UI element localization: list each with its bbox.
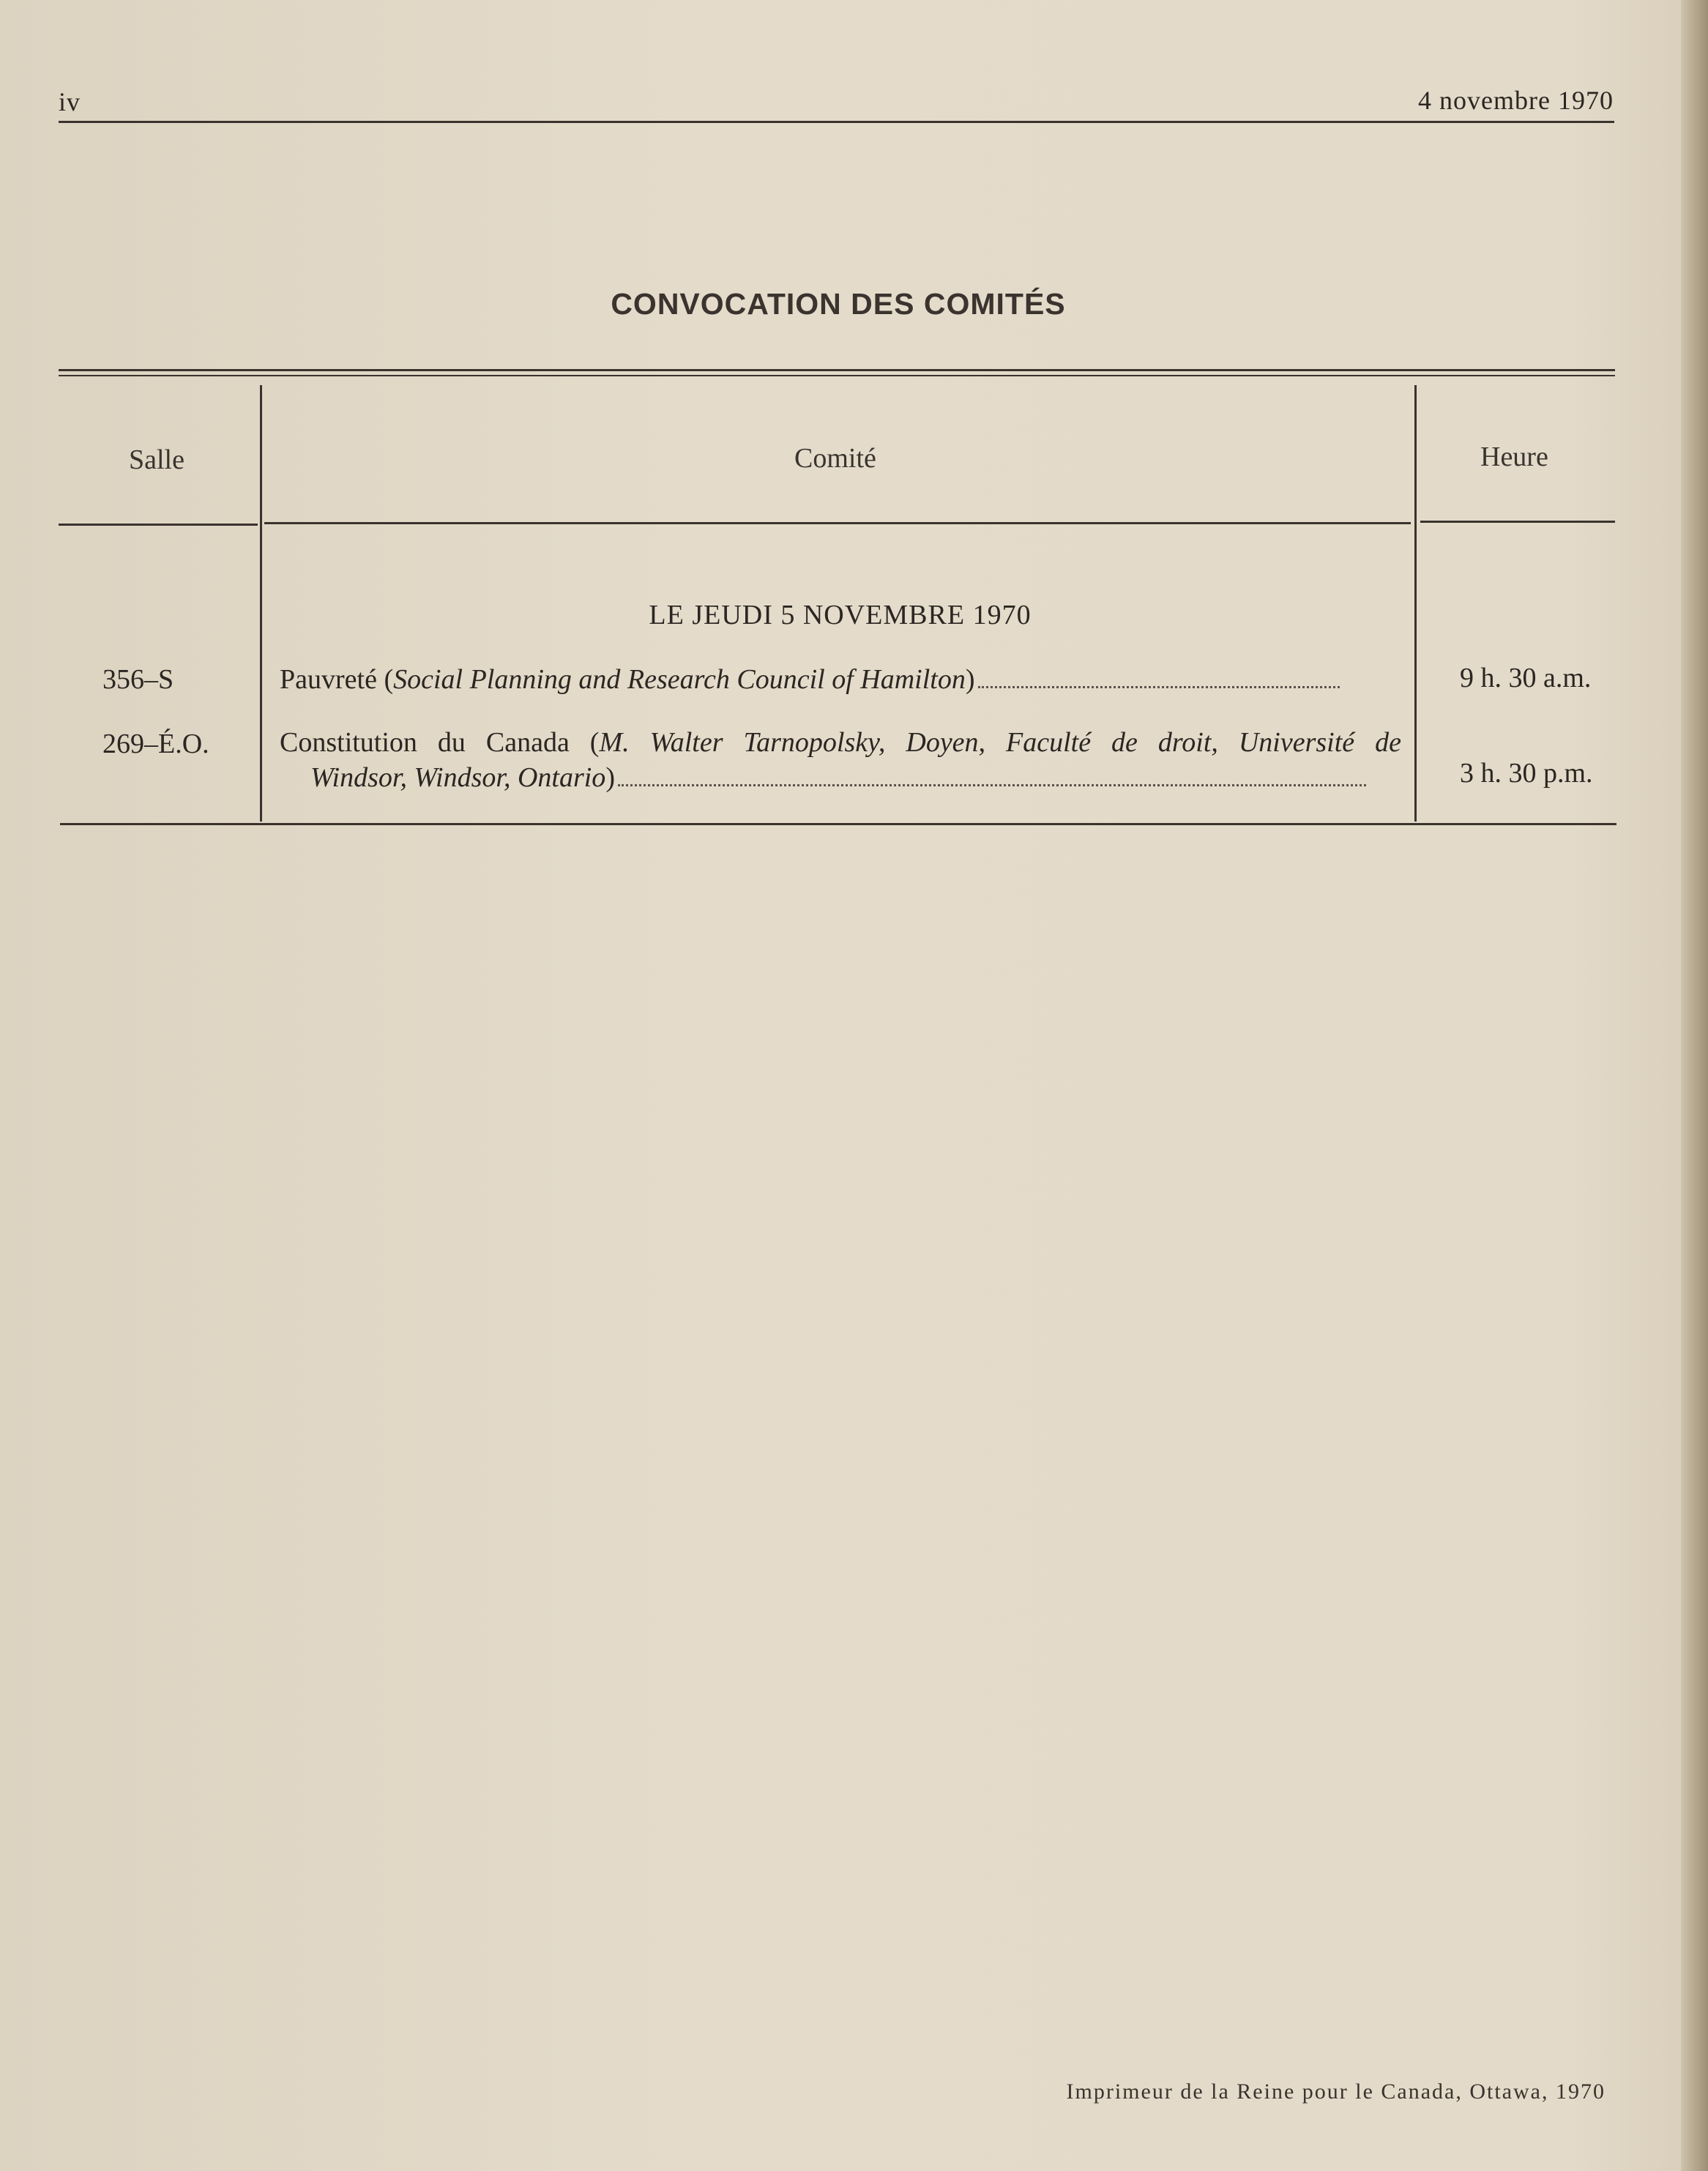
header-bottom-rule-room (59, 524, 258, 526)
row-2-line-2 (280, 760, 1401, 795)
row-2-witness-line-2: Windsor, Windsor, Ontario (310, 762, 606, 793)
column-divider-left (260, 385, 262, 822)
row-1-committee (280, 662, 1400, 697)
day-heading: LE JEUDI 5 NOVEMBRE 1970 (649, 600, 1032, 630)
row-2-committee (280, 725, 1401, 795)
row-1-witness: Social Planning and Research Council of Hamilton (393, 664, 966, 695)
header-rule (59, 121, 1614, 123)
column-header-committee: Comité (794, 443, 876, 474)
table-bottom-rule (60, 823, 1616, 825)
row-2-witness-line-1: M. Walter Tarnopolsky, Doyen, Faculté de droit, Université de (599, 727, 1401, 758)
table-top-rule-2 (59, 375, 1615, 376)
column-header-room: Salle (129, 444, 184, 475)
header-bottom-rule-time (1420, 521, 1615, 523)
row-2-time: 3 h. 30 p.m. (1460, 758, 1593, 789)
row-1-committee-name: Pauvreté ( (280, 664, 394, 695)
row-2-committee-name: Constitution du Canada ( (280, 727, 600, 758)
row-1-leader-dots (978, 686, 1340, 688)
row-1-time: 9 h. 30 a.m. (1460, 663, 1592, 693)
column-header-time: Heure (1480, 442, 1548, 472)
table-top-rule-1 (59, 369, 1615, 371)
page-edge-shadow (1681, 0, 1708, 2171)
row-2-leader-dots (618, 784, 1366, 786)
printer-imprint: Imprimeur de la Reine pour le Canada, Ottawa, 1970 (1066, 2079, 1606, 2104)
page-number: iv (59, 87, 81, 116)
row-2-line-1 (280, 725, 1401, 760)
row-2-room: 269–É.O. (102, 729, 209, 759)
row-1-close-paren: ) (965, 664, 975, 695)
row-1-room: 356–S (102, 664, 174, 695)
page-title: CONVOCATION DES COMITÉS (611, 287, 1066, 321)
row-2-close-paren: ) (605, 762, 615, 793)
header-bottom-rule-committee (264, 522, 1411, 524)
header-date: 4 novembre 1970 (1418, 86, 1614, 115)
